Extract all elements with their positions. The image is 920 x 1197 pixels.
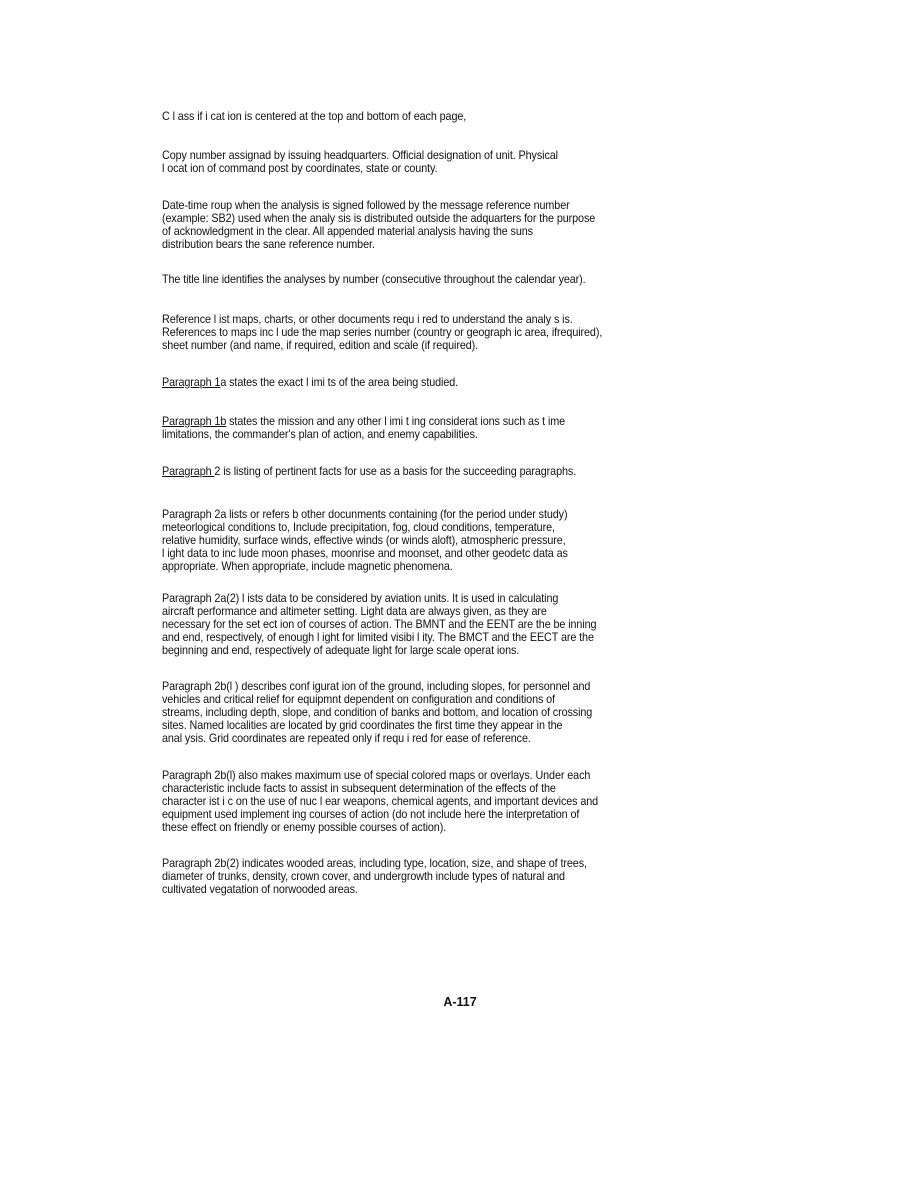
date-time-group-paragraph [162,199,720,251]
text-line: diameter of trunks, density, crown cover, and undergrowth include types of natural and [162,870,565,883]
text-line: and end, respectively, of enough l ight for limited visibi l ity. The BMCT and the EECT are the [162,631,594,644]
text-line: C l ass if i cat ion is centered at the top and bottom of each page, [162,110,467,123]
underlined-heading: Paragraph 1 [162,376,221,389]
copy-number-paragraph [162,149,720,175]
text-line: vehicles and critical relief for equipmnt dependent on configuration and conditions of [162,693,555,706]
text-line [162,465,720,478]
text-line: sites. Named localities are located by grid coordinates the first time they appear in the [162,719,563,732]
text-line: Paragraph 2a(2) l ists data to be considered by aviation units. It is used in calculating [162,592,559,605]
paragraph-2b2 [162,857,720,896]
paragraph-1a [162,376,720,389]
text-line: of acknowledgment in the clear. All appended material analysis having the suns [162,225,533,238]
paragraph-1b [162,415,720,441]
text-line: beginning and end, respectively of adequate light for large scale operat ions. [162,644,520,657]
text-run: states the mission and any other l imi t ing considerat ions such as t ime [226,415,566,428]
text-line: (example: SB2) used when the analy sis is distributed outside the adquarters for the purpose [162,212,596,225]
text-line: Date-time roup when the analysis is signed followed by the message reference number [162,199,570,212]
text-line [162,415,720,428]
text-line: cultivated vegatation of norwooded areas. [162,883,358,896]
text-line: aircraft performance and altimeter setting. Light data are always given, as they are [162,605,547,618]
text-line: Reference l ist maps, charts, or other documents requ i red to understand the analy s is. [162,313,573,326]
text-line: equipment used implement ing courses of action (do not include here the interpretation of [162,808,580,821]
paragraph-2a [162,508,720,573]
paragraph-2b1 [162,680,720,745]
text-line: necessary for the set ect ion of courses of action. The BMNT and the EENT are the be inning [162,618,597,631]
text-line [162,376,720,389]
text-line: Paragraph 2a lists or refers b other docunments containing (for the period under study) [162,508,568,521]
text-line: sheet number (and name, if required, edition and scale (if required). [162,339,479,352]
references-paragraph [162,313,720,352]
text-line: appropriate. When appropriate, include magnetic phenomena. [162,560,453,573]
title-line-paragraph [162,273,720,286]
text-line: Paragraph 2b(l) also makes maximum use of special colored maps or overlays. Under each [162,769,591,782]
text-line: The title line identifies the analyses by number (consecutive throughout the calendar year). [162,273,586,286]
text-line: Copy number assignad by issuing headquarters. Official designation of unit. Physical [162,149,558,162]
text-line: meteorlogical conditions to, Include precipitation, fog, cloud conditions, temperature, [162,521,555,534]
text-line: References to maps inc l ude the map series number (country or geograph ic area, ifrequired), [162,326,603,339]
text-line: l ocat ion of command post by coordinates, state or county. [162,162,438,175]
classification-paragraph [162,110,720,123]
underlined-heading: Paragraph [162,465,215,478]
text-run: 2 is listing of pertinent facts for use as a basis for the succeeding paragraphs. [214,465,577,478]
text-line: character ist i c on the use of nuc l ear weapons, chemical agents, and important devices and [162,795,599,808]
paragraph-2b1-also [162,769,720,834]
paragraph-2a2 [162,592,720,657]
text-line: Paragraph 2b(l ) describes conf igurat ion of the ground, including slopes, for personnel and [162,680,591,693]
page-number: A-117 [443,995,477,1009]
text-line: relative humidity, surface winds, effective winds (or winds aloft), atmospheric pressure, [162,534,566,547]
text-line: distribution bears the sane reference number. [162,238,375,251]
text-line: these effect on friendly or enemy possible courses of action). [162,821,447,834]
paragraph-2 [162,465,720,478]
text-run: a states the exact l imi ts of the area being studied. [220,376,459,389]
underlined-heading: Paragraph 1b [162,415,227,428]
text-line: characteristic include facts to assist in subsequent determination of the effects of the [162,782,556,795]
text-line: l ight data to inc lude moon phases, moonrise and moonset, and other geodetc data as [162,547,568,560]
text-line: anal ysis. Grid coordinates are repeated only if requ i red for ease of reference. [162,732,531,745]
text-line: limitations, the commander's plan of action, and enemy capabilities. [162,428,478,441]
text-line: streams, including depth, slope, and condition of banks and bottom, and location of crossing [162,706,593,719]
text-line: Paragraph 2b(2) indicates wooded areas, including type, location, size, and shape of trees, [162,857,587,870]
